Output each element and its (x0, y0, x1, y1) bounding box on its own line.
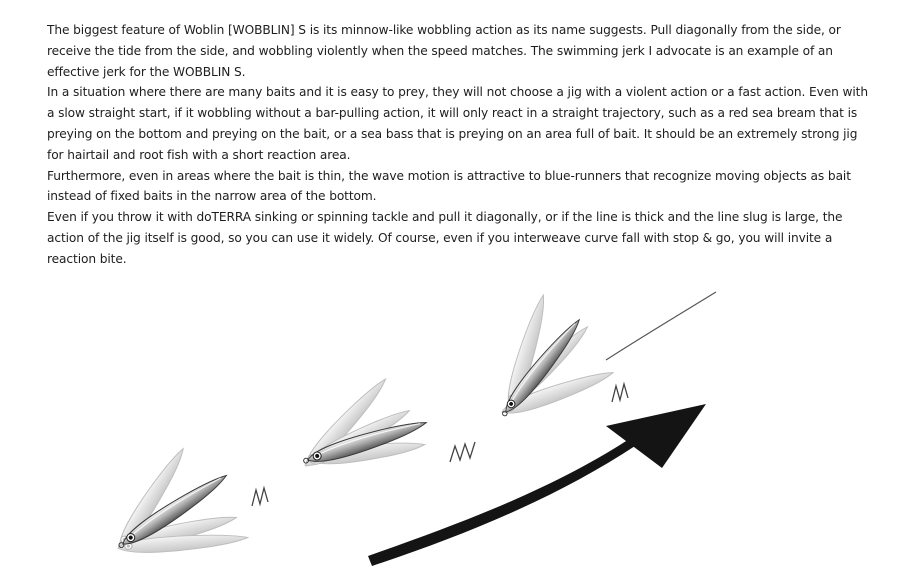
article-body (47, 20, 875, 270)
jig-action-illustration (0, 280, 918, 582)
paragraph: The biggest feature of Woblin [WOBBLIN] S is its minnow-like wobbling action as its name suggests. Pull diagonally from the side, or receive the tide from the side, and wobbling violently when the speed matches. The swimming jerk I advocate is an example of an effective jerk for the WOBBLIN S. (47, 23, 841, 79)
jig-group-2 (301, 374, 475, 473)
wobble-mark (252, 488, 268, 506)
paragraph: Even if you throw it with doTERRA sinking or spinning tackle and pull it diagonally, or if the line is thick and the line slug is large, the action of the jig itself is good, so you can use it widely. Of course, even if you interweave curve fall with stop & go, you will invite a reaction bite. (47, 210, 843, 266)
wobble-mark (450, 442, 475, 462)
jig-group-1 (114, 444, 268, 556)
paragraph: Furthermore, even in areas where the bait is thin, the wave motion is attractive to blue-runners that recognize moving objects as bait instead of fixed baits in the narrow area of the bottom. (47, 168, 851, 204)
wobble-mark (612, 384, 628, 402)
fishing-line (606, 292, 716, 360)
jig-group-3 (498, 293, 628, 421)
paragraph: In a situation where there are many baits and it is easy to prey, they will not choose a jig with a violent action or a fast action. Even with a slow straight start, if it wobbling without a bar-pulling action, it will only react in a straight trajectory, such as a red sea bream that is preying on the bottom and preying on the bait, or a sea bass that is preying on an area full of bait. It should be an extremely strong jig for hairtail and root fish with a short reaction area. (47, 85, 868, 162)
